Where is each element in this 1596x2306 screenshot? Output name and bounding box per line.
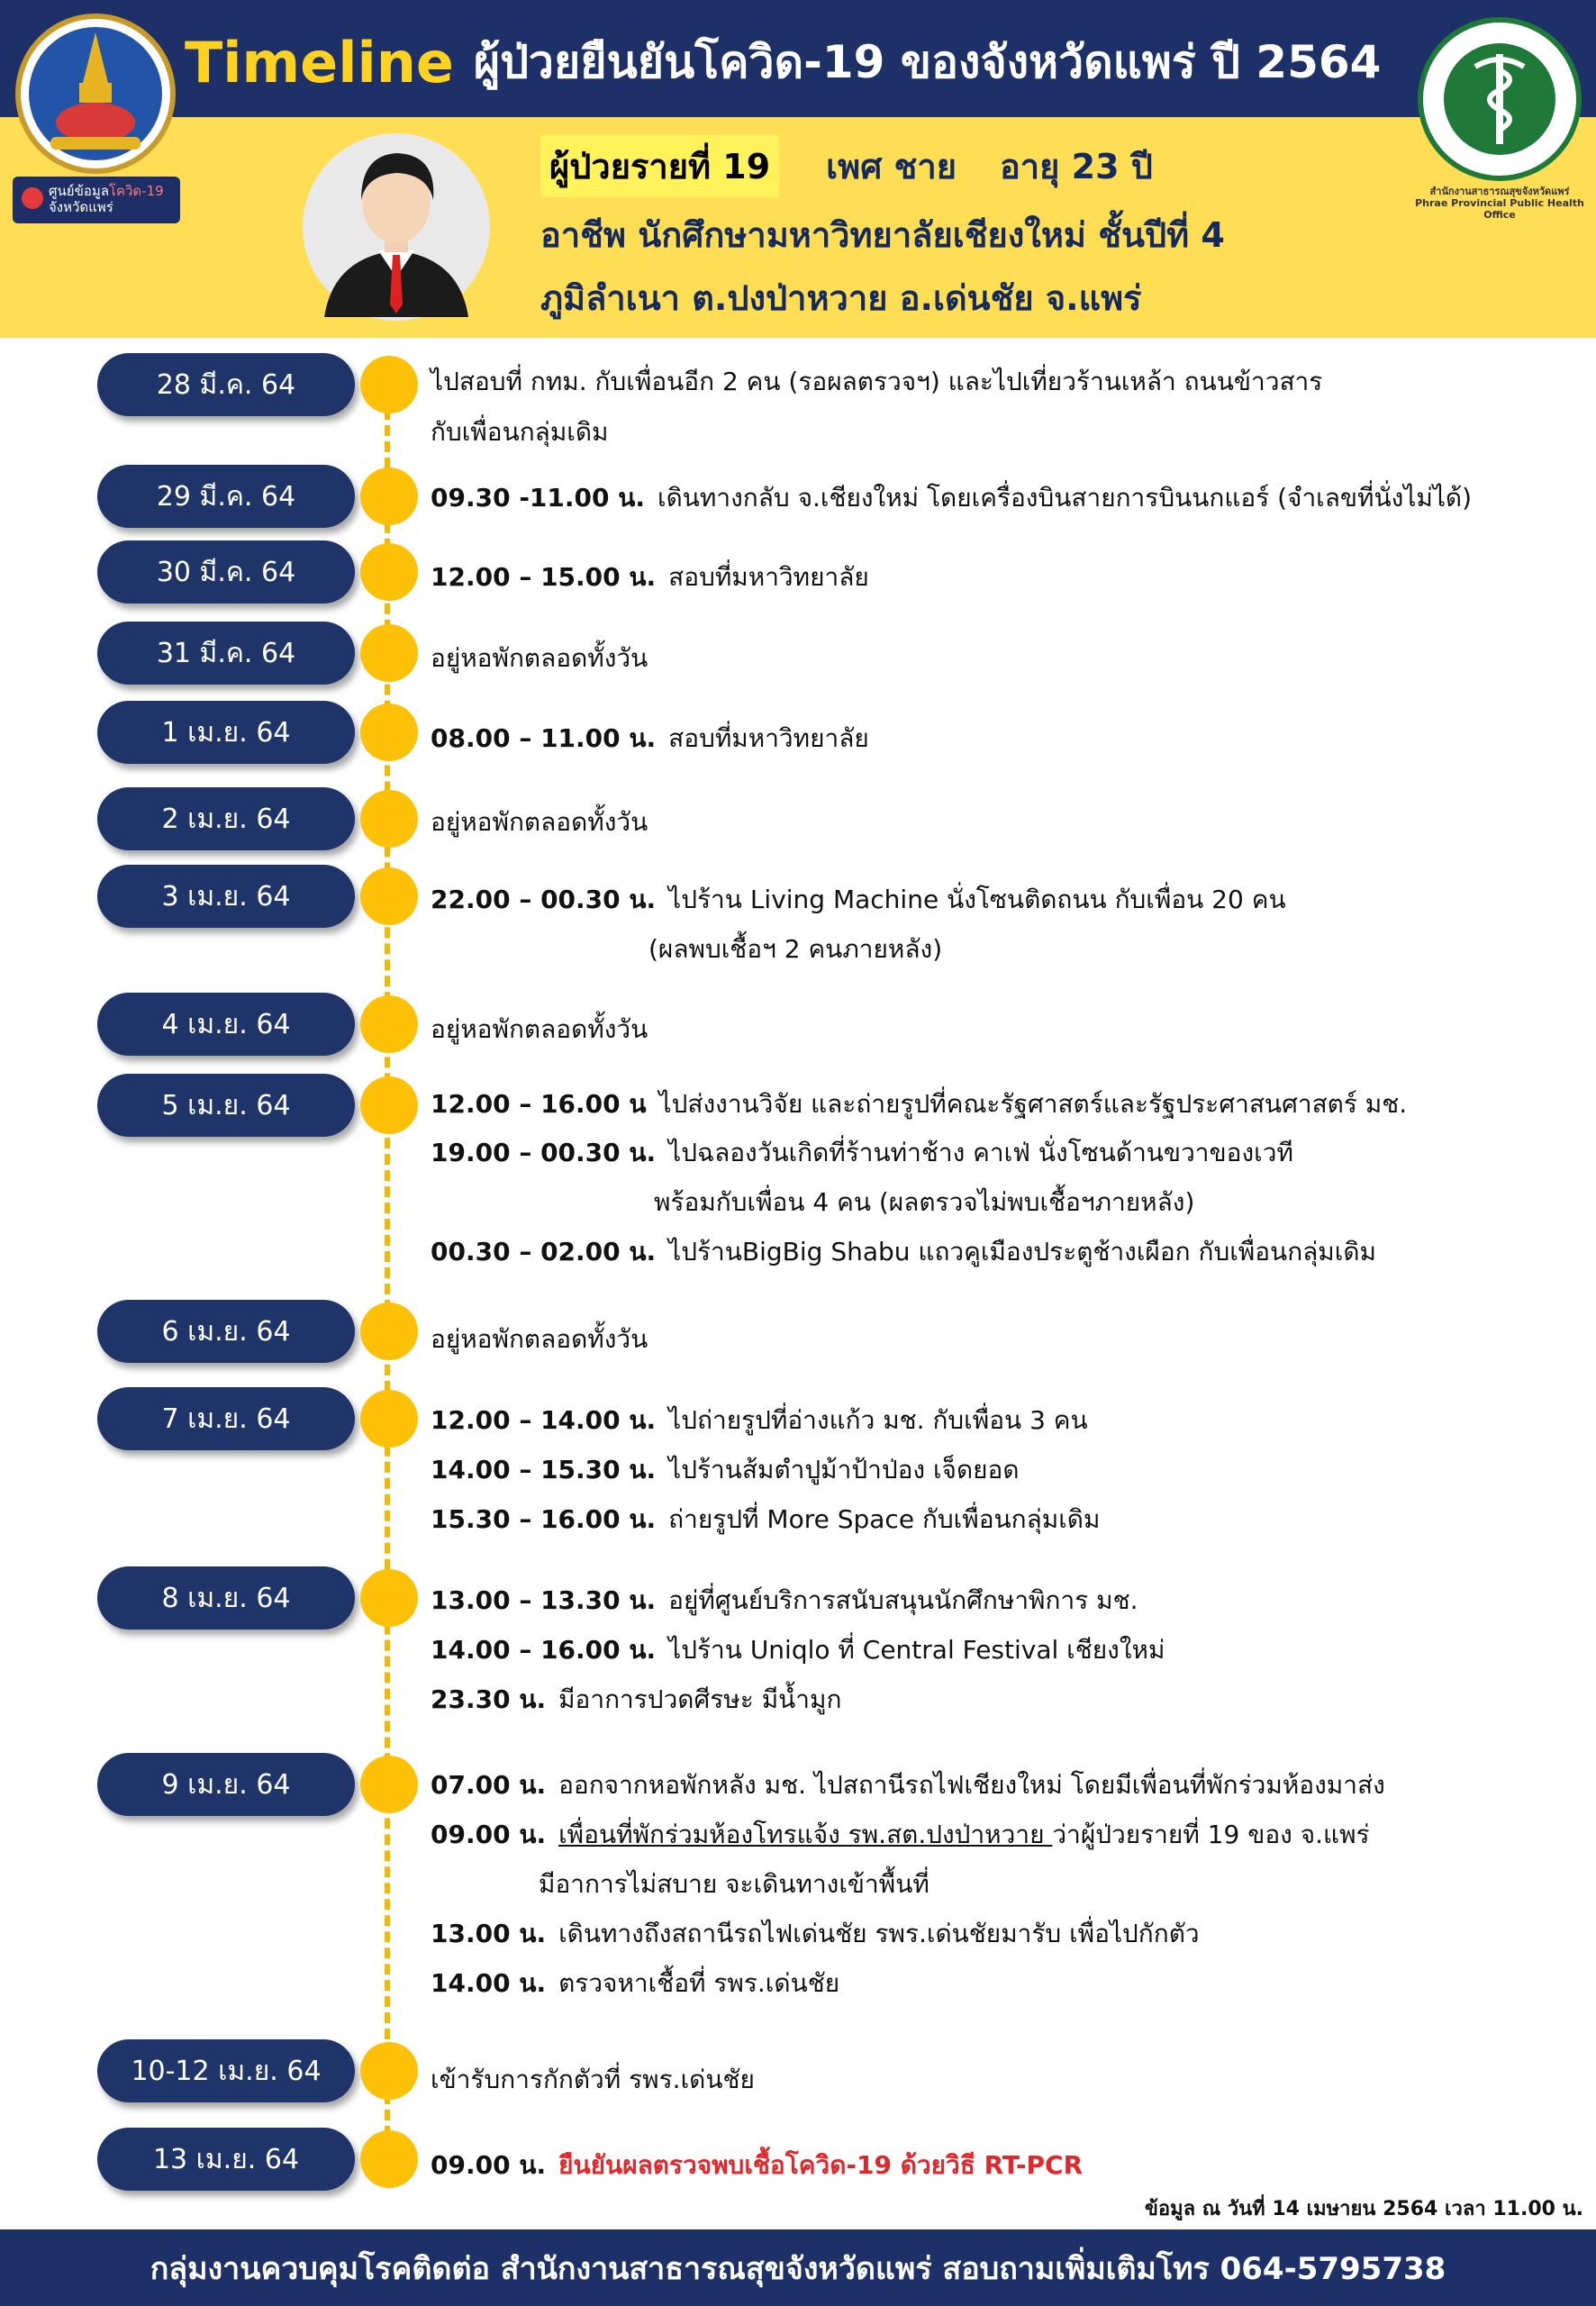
entry-time: 14.00 – 16.00 น. (431, 1635, 657, 1665)
entry-time: 12.00 – 14.00 น. (431, 1405, 657, 1435)
date-pill: 4 เม.ย. 64 (97, 993, 355, 1056)
date-pill: 8 เม.ย. 64 (97, 1566, 355, 1630)
entry-text: ไปร้านBigBig Shabu แถวคูเมืองประตูช้างเผือก กับเพื่อนกลุ่มเดิม (668, 1237, 1376, 1266)
entry-time: 14.00 น. (431, 1968, 547, 1998)
title-english: Timeline (185, 29, 454, 95)
entry-text: กับเพื่อนกลุ่มเดิม (431, 417, 609, 447)
entry-text: ไปสอบที่ กทม. กับเพื่อนอีก 2 คน (รอผลตรวจฯ) และไปเที่ยวร้านเหล้า ถนนข้าวสาร (431, 367, 1323, 396)
timeline-entry-line (431, 1450, 1020, 1490)
entry-text: ไปถ่ายรูปที่อ่างแก้ว มช. กับเพื่อน 3 คน (668, 1405, 1088, 1435)
entry-text: อยู่ที่ศูนย์บริการสนับสนุนนักศึกษาพิการ มช. (668, 1585, 1138, 1615)
entry-time: 23.30 น. (431, 1684, 547, 1714)
entry-time: 12.00 – 16.00 น (431, 1089, 647, 1119)
timeline-entry-line (431, 1401, 1088, 1440)
phrae-province-seal-icon (14, 13, 177, 175)
date-pill: 2 เม.ย. 64 (97, 787, 355, 850)
patient-sex: เพศ ชาย (826, 147, 957, 186)
entry-text-underlined: เพื่อนที่พักร่วมห้องโทรแจ้ง รพ.สต.ปงป่าหวาย (558, 1820, 1053, 1849)
entry-text: (ผลพบเชื้อฯ 2 คนภายหลัง) (648, 934, 943, 964)
date-pill: 13 เม.ย. 64 (97, 2128, 355, 2191)
entry-text: ไปฉลองวันเกิดที่ร้านท่าช้าง คาเฟ่ นั่งโซนด้านขวาของเวที (668, 1138, 1293, 1167)
timeline-entry-line (431, 1581, 1138, 1621)
timeline-entry-line (431, 1680, 841, 1720)
timeline-dot (360, 867, 418, 925)
entry-text: มีอาการปวดศีรษะ มีน้ำมูก (558, 1684, 842, 1714)
timeline-entry-line (431, 1630, 1165, 1670)
timeline-entry-line (431, 2060, 755, 2100)
timeline-entry-line (431, 1320, 648, 1359)
date-pill: 10-12 เม.ย. 64 (97, 2039, 355, 2102)
timeline-entry-line (431, 1500, 1100, 1539)
timeline-dot (360, 995, 418, 1053)
entry-text: อยู่หอพักตลอดทั้งวัน (431, 1324, 648, 1354)
date-pill: 28 มี.ค. 64 (97, 353, 355, 416)
patient-age: อายุ 23 ปี (999, 147, 1153, 186)
date-pill: 31 มี.ค. 64 (97, 622, 355, 685)
timeline-entry-line (431, 880, 1286, 920)
entry-text: ไปร้าน Living Machine นั่งโซนติดถนน กับเพื่อน 20 คน (668, 885, 1286, 914)
badge-text-b: โควิด-19 (108, 183, 164, 199)
entry-text: สอบที่มหาวิทยาลัย (668, 562, 869, 592)
timeline-dot (360, 624, 418, 682)
entry-text: เดินทางถึงสถานีรถไฟเด่นชัย รพร.เด่นชัยมารับ เพื่อไปกักตัว (558, 1919, 1200, 1948)
badge-text-c: จังหวัดแพร่ (49, 199, 113, 215)
timeline-entry-line (431, 1964, 839, 2003)
timeline-entry-line (431, 639, 648, 678)
entry-text: ถ่ายรูปที่ More Space กับเพื่อนกลุ่มเดิม (668, 1504, 1101, 1534)
entry-time: 09.00 น. (431, 2150, 547, 2180)
entry-text: อยู่หอพักตลอดทั้งวัน (431, 643, 648, 673)
timeline-entry-line (431, 2146, 1083, 2185)
moph-caption-thai: สำนักงานสาธารณสุขจังหวัดแพร่ (1429, 186, 1570, 197)
entry-time: 08.00 – 11.00 น. (431, 723, 657, 753)
timeline-dot (360, 543, 418, 601)
timeline-entry-line (431, 803, 648, 842)
case-number: ผู้ป่วยรายที่ 19 (540, 135, 779, 197)
date-pill: 1 เม.ย. 64 (97, 701, 355, 764)
entry-time: 13.00 – 13.30 น. (431, 1585, 657, 1615)
entry-time: 07.00 น. (431, 1770, 547, 1800)
date-pill: 7 เม.ย. 64 (97, 1387, 355, 1450)
timeline-entry-line (431, 1010, 648, 1049)
timeline-dot (360, 468, 418, 525)
entry-text: มีอาการไม่สบาย จะเดินทางเข้าพื้นที่ (539, 1869, 929, 1899)
entry-text: พร้อมกับเพื่อน 4 คน (ผลตรวจไม่พบเชื้อฯภายหลัง) (654, 1187, 1195, 1217)
entry-text: สอบที่มหาวิทยาลัย (668, 723, 869, 753)
timeline-entry-line (431, 1133, 1293, 1173)
entry-text: ออกจากหอพักหลัง มช. ไปสถานีรถไฟเชียงใหม่ โดยมีเพื่อนที่พักร่วมห้องมาส่ง (558, 1770, 1385, 1800)
timeline-entry-line (431, 719, 869, 758)
timeline-entry-line (431, 558, 869, 597)
timeline-dot (360, 1390, 418, 1448)
entry-time: 15.30 – 16.00 น. (431, 1504, 657, 1534)
timeline-entry-line (431, 413, 609, 452)
patient-avatar-icon (302, 124, 491, 330)
entry-text: อยู่หอพักตลอดทั้งวัน (431, 1014, 648, 1044)
entry-time: 09.00 น. (431, 1820, 547, 1849)
ministry-of-public-health-logo-icon (1412, 16, 1587, 182)
entry-time: 22.00 – 00.30 น. (431, 885, 657, 914)
entry-text: ตรวจหาเชื้อที่ รพร.เด่นชัย (558, 1968, 840, 1998)
timeline-dot (360, 356, 418, 413)
date-pill: 9 เม.ย. 64 (97, 1753, 355, 1816)
entry-text: ว่าผู้ป่วยรายที่ 19 ของ จ.แพร่ (1052, 1820, 1370, 1849)
entry-time: 13.00 น. (431, 1919, 547, 1948)
timeline-dot (360, 1569, 418, 1627)
timeline-dot (360, 1076, 418, 1134)
covid-data-center-badge (13, 177, 180, 223)
date-pill: 6 เม.ย. 64 (97, 1300, 355, 1363)
entry-text: ไปส่งงานวิจัย และถ่ายรูปที่คณะรัฐศาสตร์และรัฐประศาสนศาสตร์ มช. (658, 1089, 1408, 1119)
timeline-dot (360, 704, 418, 761)
entry-time: 12.00 – 15.00 น. (431, 562, 657, 592)
entry-time: 00.30 – 02.00 น. (431, 1237, 657, 1266)
badge-text-a: ศูนย์ข้อมูล (49, 183, 109, 199)
timeline-entry-line (431, 362, 1322, 402)
entry-text: เดินทางกลับ จ.เชียงใหม่ โดยเครื่องบินสายการบินนกแอร์ (จำเลขที่นั่งไม่ได้) (657, 483, 1473, 513)
entry-text: ไปร้าน Uniqlo ที่ Central Festival เชียงใหม่ (668, 1635, 1165, 1665)
entry-time: 14.00 – 15.30 น. (431, 1455, 657, 1484)
entry-time: 19.00 – 00.30 น. (431, 1138, 657, 1167)
moph-caption (1405, 186, 1594, 221)
entry-time: 09.30 -11.00 น. (431, 483, 646, 513)
virus-icon (22, 187, 43, 209)
timeline-entry-line (431, 1232, 1376, 1272)
timeline-entry-line (648, 930, 942, 969)
data-as-of-note: ข้อมูล ณ วันที่ 14 เมษายน 2564 เวลา 11.00 น. (1144, 2198, 1583, 2220)
title-thai: ผู้ป่วยยืนยันโควิด-19 ของจังหวัดแพร่ ปี 2564 (473, 35, 1382, 88)
timeline-entry-line (431, 1085, 1407, 1124)
patient-occupation: อาชีพ นักศึกษามหาวิทยาลัยเชียงใหม่ ชั้นปีที่ 4 (540, 215, 1225, 255)
date-pill: 30 มี.ค. 64 (97, 540, 355, 604)
patient-hometown: ภูมิลำเนา ต.ปงป่าหวาย อ.เด่นชัย จ.แพร่ (540, 278, 1142, 318)
patient-case-line (540, 135, 1153, 197)
timeline-dot (360, 790, 418, 848)
entry-text: ไปร้านส้มตำปูม้าป้าป่อง เจ็ดยอด (668, 1455, 1020, 1484)
timeline-dot (360, 1303, 418, 1360)
timeline-entry-line (431, 1914, 1200, 1954)
page-title (185, 22, 1381, 103)
entry-text: อยู่หอพักตลอดทั้งวัน (431, 807, 648, 837)
timeline-dot (360, 2130, 418, 2188)
moph-caption-english: Phrae Provincial Public Health Office (1415, 197, 1584, 221)
date-pill: 3 เม.ย. 64 (97, 865, 355, 928)
date-pill: 5 เม.ย. 64 (97, 1074, 355, 1137)
confirmation-text: ยืนยันผลตรวจพบเชื้อโควิด-19 ด้วยวิธี RT-PCR (558, 2150, 1084, 2180)
timeline-dot (360, 2042, 418, 2100)
timeline-entry-line (431, 1766, 1385, 1805)
footer-contact: กลุ่มงานควบคุมโรคติดต่อ สำนักงานสาธารณสุขจังหวัดแพร่ สอบถามเพิ่มเติมโทร 064-5795738 (150, 2250, 1446, 2287)
timeline-dot (360, 1756, 418, 1813)
entry-text: เข้ารับการกักตัวที่ รพร.เด่นชัย (431, 2065, 755, 2094)
timeline-entry-line (654, 1183, 1194, 1222)
timeline-entry-line (431, 478, 1472, 518)
timeline-entry-line (431, 1815, 1370, 1855)
date-pill: 29 มี.ค. 64 (97, 465, 355, 528)
timeline-entry-line (539, 1865, 929, 1904)
